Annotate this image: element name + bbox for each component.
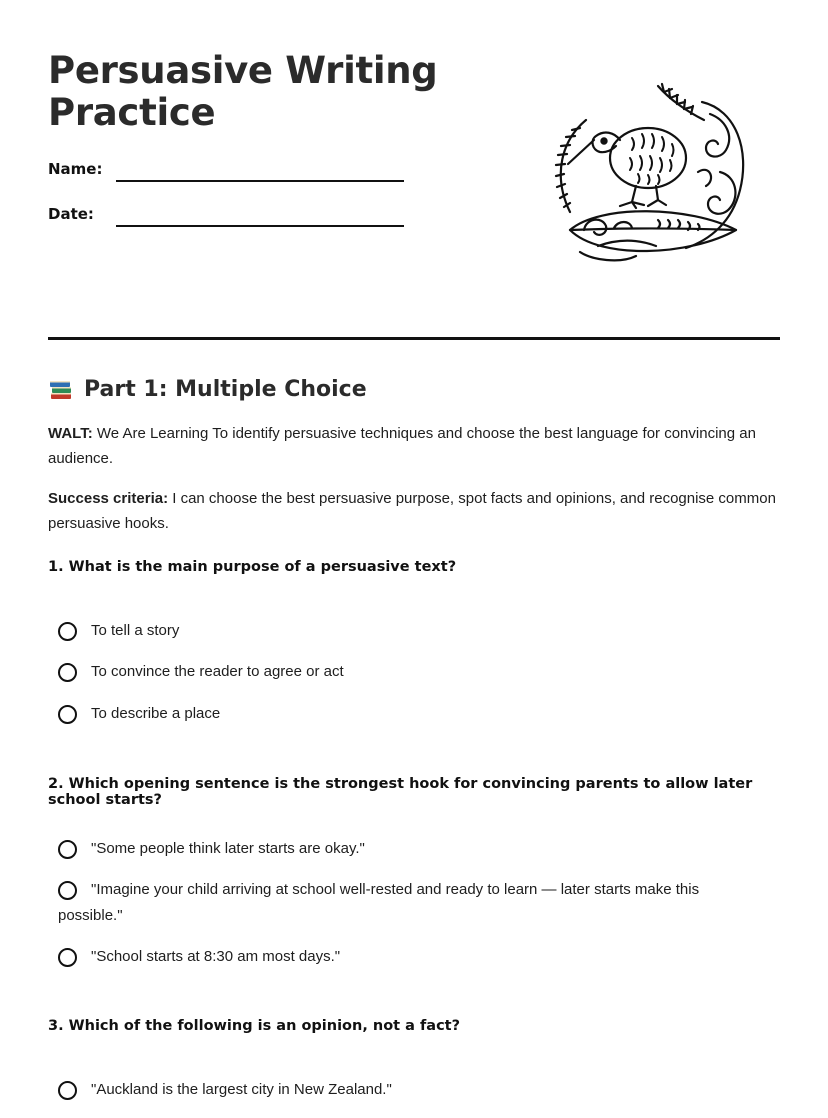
success-criteria-paragraph (48, 486, 788, 536)
walt-paragraph (48, 421, 788, 471)
success-criteria-text: I can choose the best persuasive purpose, spot facts and opinions, and recognise common persuasive hooks. (48, 490, 776, 532)
question-2-option-3[interactable] (58, 944, 748, 970)
question-1-option-1[interactable] (58, 618, 748, 644)
books-icon (48, 376, 74, 402)
success-criteria-label: Success criteria: (48, 490, 169, 507)
question-3: 3. Which of the following is an opinion, not a fact? (48, 1018, 461, 1034)
radio-button[interactable] (58, 1081, 77, 1100)
question-2-option-1[interactable] (58, 836, 748, 862)
question-2: 2. Which opening sentence is the strongest hook for convincing parents to allow later school starts? (48, 776, 753, 808)
question-1-option-3[interactable] (58, 701, 748, 727)
option-label: "Some people think later starts are okay." (91, 840, 365, 857)
question-1-option-2[interactable] (58, 659, 748, 685)
walt-text: We Are Learning To identify persuasive techniques and choose the best language for convincing an audience. (48, 425, 756, 467)
option-label: To tell a story (91, 622, 180, 639)
option-label: To describe a place (91, 705, 221, 722)
question-3-option-1[interactable] (58, 1077, 748, 1103)
date-label: Date: (48, 205, 94, 223)
radio-button[interactable] (58, 881, 77, 900)
section-divider (48, 337, 780, 340)
option-label: "School starts at 8:30 am most days." (91, 948, 341, 965)
radio-button[interactable] (58, 840, 77, 859)
part1-heading (48, 374, 367, 404)
radio-button[interactable] (58, 705, 77, 724)
kiwi-illustration (540, 80, 752, 272)
radio-button[interactable] (58, 663, 77, 682)
worksheet-title: Persuasive Writing Practice (48, 49, 438, 134)
option-label: "Imagine your child arriving at school well-rested and ready to learn — later starts make this possible." (58, 881, 700, 924)
date-field (48, 205, 408, 229)
date-line[interactable] (116, 225, 404, 227)
question-2-option-2[interactable] (58, 877, 748, 929)
question-1: 1. What is the main purpose of a persuasive text? (48, 559, 457, 575)
radio-button[interactable] (58, 622, 77, 641)
part1-heading-text: Part 1: Multiple Choice (84, 376, 367, 402)
name-field (48, 160, 408, 184)
option-label: "Auckland is the largest city in New Zealand." (91, 1081, 392, 1098)
name-label: Name: (48, 160, 103, 178)
name-line[interactable] (116, 180, 404, 182)
walt-label: WALT: (48, 425, 93, 442)
radio-button[interactable] (58, 948, 77, 967)
option-label: To convince the reader to agree or act (91, 663, 344, 680)
